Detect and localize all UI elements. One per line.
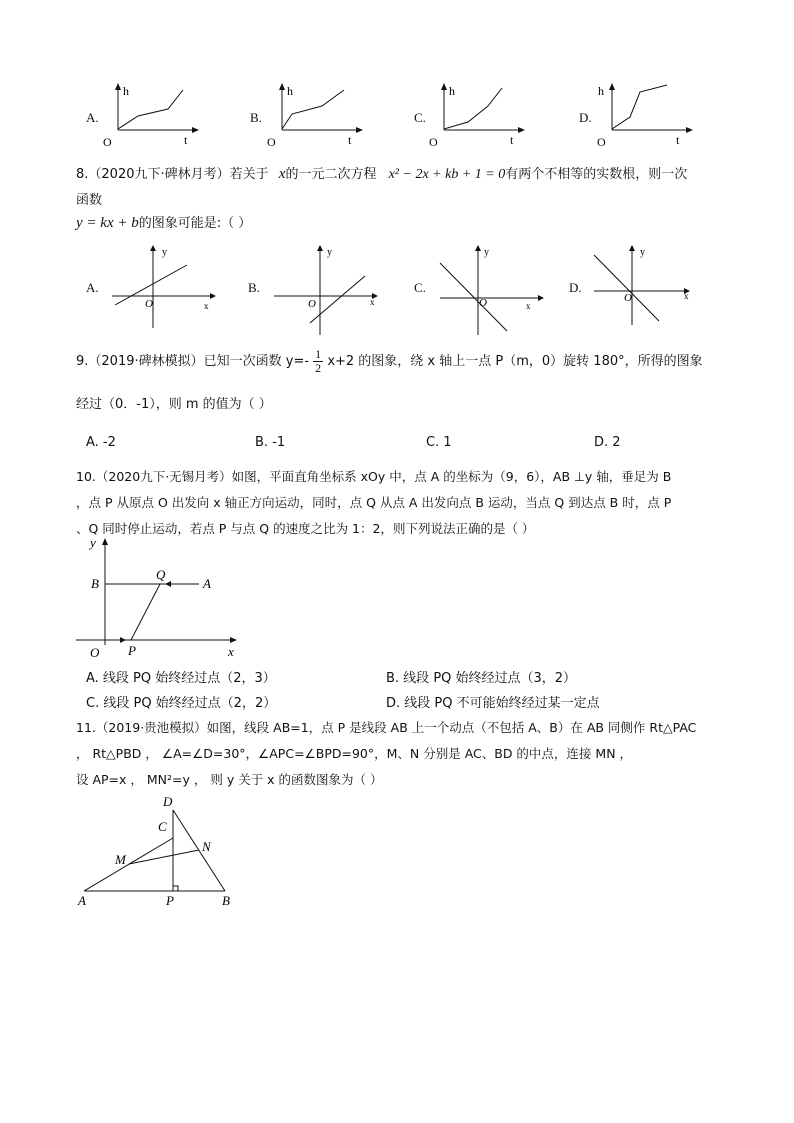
axis-t-label: t	[348, 133, 352, 147]
q9-line2: 经过（0．-1），则 m 的值为（ ）	[76, 397, 272, 412]
axis-x-label: x	[370, 297, 375, 307]
label-a: A	[203, 576, 211, 591]
graph-option-d-label: D.	[579, 110, 592, 125]
q9-line1: 9.（2019·碑林模拟）已知一次函数 y=- $\frac{1}{2}$ x+2 的图象，绕 x 轴上一点 P（m，0）旋转 180°，所得的图象	[76, 347, 703, 375]
q10-line2: ，点 P 从原点 O 出发向 x 轴正方向运动，同时，点 Q 从点 A 出发向点 B 运动，当点 Q 到达点 B 时，点 P	[76, 495, 672, 510]
q8-option-b-label: B.	[248, 280, 260, 295]
origin-label: O	[145, 298, 153, 310]
graph-option-c-label: C.	[414, 110, 426, 125]
origin-label: O	[267, 135, 276, 149]
axis-y-label: y	[327, 247, 332, 258]
label-b: B	[91, 576, 99, 591]
q9-option-c: C. 1	[426, 435, 452, 450]
graph-c	[426, 82, 526, 152]
q8-option-a-label: A.	[86, 280, 99, 295]
q8-graph-c	[438, 243, 548, 338]
graph-option-a-label: A.	[86, 110, 99, 125]
axis-h-label: h	[449, 84, 455, 98]
axis-t-label: t	[510, 133, 514, 147]
q8-line1: 8.（2020九下·碑林月考）若关于 x的一元二次方程 x² − 2x + kb + 1 = 0有两个不相等的实数根，则一次	[76, 166, 688, 182]
axis-y-label: y	[640, 247, 645, 258]
q11-line2: ， Rt△PBD ， ∠A=∠D=30°，∠APC=∠BPD=90°，M、N 分别是 AC、BD 的中点，连接 MN ，	[76, 746, 633, 761]
axis-h-label: h	[123, 84, 129, 98]
q10-option-d: D. 线段 PQ 不可能始终经过某一定点	[386, 696, 600, 711]
label-m: M	[115, 852, 126, 867]
origin-label: O	[429, 135, 438, 149]
q11-figure	[74, 790, 244, 910]
q9-option-a: A. -2	[86, 435, 116, 450]
q10-figure	[74, 535, 244, 660]
label-b: B	[222, 893, 230, 908]
axis-t-label: t	[676, 133, 680, 147]
q10-line3: 、Q 同时停止运动，若点 P 与点 Q 的速度之比为 1：2，则下列说法正确的是（ ）	[76, 521, 535, 536]
axis-h-label: h	[598, 84, 604, 98]
axis-h-label: h	[287, 84, 293, 98]
axis-y-label: y	[484, 247, 489, 258]
origin-label: O	[479, 297, 487, 309]
label-n: N	[202, 839, 211, 854]
axis-x-label: x	[204, 301, 209, 311]
q10-option-a: A. 线段 PQ 始终经过点（2，3）	[86, 671, 276, 686]
label-c: C	[158, 819, 167, 834]
q10-option-b: B. 线段 PQ 始终经过点（3，2）	[386, 671, 577, 686]
axis-x-label: x	[684, 291, 689, 301]
origin-label: O	[597, 135, 606, 149]
q9-option-b: B. -1	[255, 435, 286, 450]
graph-option-b-label: B.	[250, 110, 262, 125]
label-y: y	[90, 535, 96, 550]
axis-y-label: y	[162, 247, 167, 258]
label-p: P	[128, 643, 136, 658]
label-p: P	[166, 893, 174, 908]
q8-line2: 函数	[76, 193, 103, 208]
graph-d	[594, 82, 694, 152]
q8-option-d-label: D.	[569, 280, 582, 295]
q8-line3: y = kx + b的图象可能是:（ ）	[76, 215, 252, 231]
q8-graph-b	[272, 243, 382, 333]
label-q: Q	[156, 567, 166, 582]
q9-option-d: D. 2	[594, 435, 621, 450]
axis-t-label: t	[184, 133, 188, 147]
q10-option-c: C. 线段 PQ 始终经过点（2，2）	[86, 696, 277, 711]
graph-a	[100, 82, 200, 152]
q11-line3: 设 AP=x ， MN²=y ， 则 y 关于 x 的函数图象为（ ）	[76, 772, 383, 787]
origin-label: O	[103, 135, 112, 149]
q10-line1: 10.（2020九下·无锡月考）如图，平面直角坐标系 xOy 中，点 A 的坐标为（9，6），AB ⊥y 轴，垂足为 B	[76, 469, 672, 484]
origin-label: O	[624, 292, 632, 304]
label-a: A	[78, 893, 86, 908]
q8-graph-d	[592, 243, 702, 333]
q9-fraction: $\frac{1}{2}$	[315, 347, 322, 375]
label-x: x	[228, 644, 234, 659]
graph-b	[264, 82, 364, 152]
q8-graph-a	[110, 243, 220, 333]
q8-option-c-label: C.	[414, 280, 426, 295]
axis-x-label: x	[526, 301, 531, 311]
origin-label: O	[308, 298, 316, 310]
label-o: O	[90, 645, 100, 660]
label-d: D	[163, 794, 173, 809]
q11-line1: 11.（2019·贵池模拟）如图，线段 AB=1，点 P 是线段 AB 上一个动点（不包括 A、B）在 AB 同侧作 Rt△PAC	[76, 720, 697, 735]
